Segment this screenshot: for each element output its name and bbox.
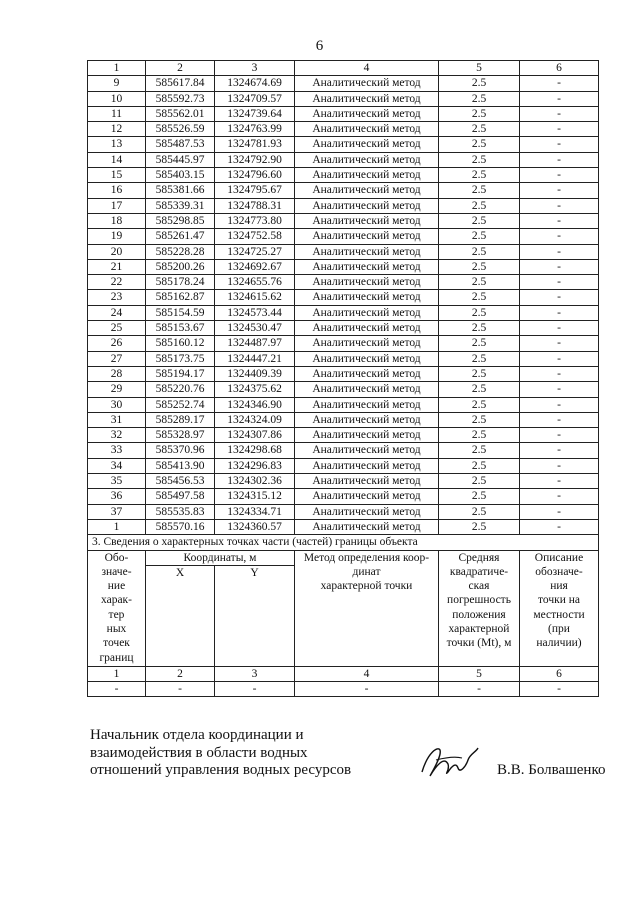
table-cell-n: 23 [88, 290, 146, 305]
table-row [88, 137, 599, 152]
column-number: 1 [88, 666, 146, 681]
table-cell-desc: - [520, 106, 599, 121]
method-header: Метод определения коор- динат характерной точки [295, 550, 439, 666]
table-row [88, 305, 599, 320]
column-number: 1 [88, 61, 146, 76]
column-number: 5 [439, 61, 520, 76]
section-title: 3. Сведения о характерных точках части (частей) границы объекта [88, 535, 599, 550]
table-cell-y: 1324781.93 [215, 137, 295, 152]
table-cell-y: 1324674.69 [215, 76, 295, 91]
table-cell-error: 2.5 [439, 397, 520, 412]
table-cell-desc: - [520, 91, 599, 106]
table-cell-error: 2.5 [439, 382, 520, 397]
table-cell-x: 585562.01 [146, 106, 215, 121]
table-cell-error: 2.5 [439, 443, 520, 458]
table-cell-method: Аналитический метод [295, 76, 439, 91]
table-cell-x: 585403.15 [146, 168, 215, 183]
table-cell-method: Аналитический метод [295, 321, 439, 336]
table-cell: - [439, 682, 520, 697]
table-cell-y: 1324530.47 [215, 321, 295, 336]
table-cell-method: Аналитический метод [295, 229, 439, 244]
position-title [90, 727, 351, 780]
table-cell-method: Аналитический метод [295, 91, 439, 106]
table-cell-desc: - [520, 458, 599, 473]
table-cell-desc: - [520, 76, 599, 91]
table-cell-n: 37 [88, 504, 146, 519]
table-cell-n: 34 [88, 458, 146, 473]
table-cell-desc: - [520, 290, 599, 305]
table-cell-error: 2.5 [439, 213, 520, 228]
position-line: отношений управления водных ресурсов [90, 762, 352, 778]
table-cell-method: Аналитический метод [295, 290, 439, 305]
table-cell-method: Аналитический метод [295, 397, 439, 412]
table-cell-desc: - [520, 198, 599, 213]
table-cell-x: 585220.76 [146, 382, 215, 397]
table-cell-n: 28 [88, 366, 146, 381]
table-cell-n: 36 [88, 489, 146, 504]
table-cell-n: 25 [88, 321, 146, 336]
table-row [88, 321, 599, 336]
section-header-row [88, 550, 599, 565]
table-cell-desc: - [520, 428, 599, 443]
table-cell-y: 1324796.60 [215, 168, 295, 183]
table-row [88, 168, 599, 183]
table-row [88, 91, 599, 106]
table-cell-n: 33 [88, 443, 146, 458]
table-cell-x: 585160.12 [146, 336, 215, 351]
table-cell-y: 1324773.80 [215, 213, 295, 228]
description-header: Описание обозначе- ния точки на местности (при наличии) [520, 550, 599, 666]
table-cell-method: Аналитический метод [295, 351, 439, 366]
table-cell-error: 2.5 [439, 504, 520, 519]
position-line: Начальник отдела координации и [90, 727, 304, 743]
table-cell-desc: - [520, 213, 599, 228]
table-row [88, 198, 599, 213]
table-cell-desc: - [520, 351, 599, 366]
table-cell-n: 30 [88, 397, 146, 412]
table-cell-method: Аналитический метод [295, 443, 439, 458]
coordinates-table [87, 60, 599, 697]
table-cell-y: 1324298.68 [215, 443, 295, 458]
section-empty-row [88, 682, 599, 697]
table-cell-y: 1324573.44 [215, 305, 295, 320]
table-cell-x: 585370.96 [146, 443, 215, 458]
table-cell-method: Аналитический метод [295, 259, 439, 274]
table-row [88, 397, 599, 412]
table-cell-method: Аналитический метод [295, 152, 439, 167]
table-cell-desc: - [520, 412, 599, 427]
signatory-name: В.В. Болвашенко [497, 762, 606, 778]
table-cell-y: 1324409.39 [215, 366, 295, 381]
table-cell-x: 585173.75 [146, 351, 215, 366]
table-cell-y: 1324360.57 [215, 519, 295, 534]
point-designation-header: Обо- значе- ние харак- тер ных точек границ [88, 550, 146, 666]
table-cell-n: 13 [88, 137, 146, 152]
column-number: 6 [520, 666, 599, 681]
table-row [88, 382, 599, 397]
table-cell-desc: - [520, 229, 599, 244]
table-row [88, 489, 599, 504]
table-cell-desc: - [520, 152, 599, 167]
table-row [88, 183, 599, 198]
table-cell-desc: - [520, 168, 599, 183]
table-cell-x: 585339.31 [146, 198, 215, 213]
table-cell-method: Аналитический метод [295, 137, 439, 152]
table-cell-x: 585381.66 [146, 183, 215, 198]
table-cell-x: 585535.83 [146, 504, 215, 519]
table-cell-x: 585228.28 [146, 244, 215, 259]
table-row [88, 336, 599, 351]
table-cell-x: 585413.90 [146, 458, 215, 473]
table-cell-desc: - [520, 259, 599, 274]
y-header: Y [215, 565, 295, 666]
table-cell-desc: - [520, 474, 599, 489]
table-row [88, 275, 599, 290]
table-row [88, 152, 599, 167]
table-cell-y: 1324739.64 [215, 106, 295, 121]
table-cell-n: 16 [88, 183, 146, 198]
table-cell-desc: - [520, 275, 599, 290]
table-row [88, 443, 599, 458]
table-cell-n: 11 [88, 106, 146, 121]
table-cell-method: Аналитический метод [295, 458, 439, 473]
table-cell-y: 1324375.62 [215, 382, 295, 397]
column-number: 4 [295, 666, 439, 681]
table-cell-error: 2.5 [439, 152, 520, 167]
table-cell-n: 14 [88, 152, 146, 167]
table-row [88, 106, 599, 121]
table-cell-y: 1324795.67 [215, 183, 295, 198]
table-cell-method: Аналитический метод [295, 305, 439, 320]
table-row [88, 519, 599, 534]
table-cell-x: 585298.85 [146, 213, 215, 228]
page-number: 6 [315, 38, 324, 54]
table-cell-desc: - [520, 366, 599, 381]
table-cell-desc: - [520, 504, 599, 519]
table-cell-n: 24 [88, 305, 146, 320]
position-line: взаимодействия в области водных [90, 744, 308, 761]
table-cell-n: 10 [88, 91, 146, 106]
table-cell: - [88, 682, 146, 697]
table-cell-n: 9 [88, 76, 146, 91]
table-cell-desc: - [520, 489, 599, 504]
table-cell-x: 585617.84 [146, 76, 215, 91]
table-cell-method: Аналитический метод [295, 519, 439, 534]
table-cell-n: 22 [88, 275, 146, 290]
table-row [88, 76, 599, 91]
table-cell-desc: - [520, 321, 599, 336]
table-cell-error: 2.5 [439, 168, 520, 183]
table-row [88, 428, 599, 443]
table-cell-method: Аналитический метод [295, 489, 439, 504]
table-cell-y: 1324302.36 [215, 474, 295, 489]
table-cell-desc: - [520, 397, 599, 412]
handwritten-signature [418, 742, 488, 784]
table-cell-y: 1324788.31 [215, 198, 295, 213]
table-row [88, 213, 599, 228]
table-cell-desc: - [520, 382, 599, 397]
table-cell-error: 2.5 [439, 428, 520, 443]
table-cell-y: 1324752.58 [215, 229, 295, 244]
table-cell-x: 585289.17 [146, 412, 215, 427]
table-cell-n: 21 [88, 259, 146, 274]
table-row [88, 412, 599, 427]
table-cell-x: 585178.24 [146, 275, 215, 290]
table-cell-error: 2.5 [439, 122, 520, 137]
table-cell-y: 1324792.90 [215, 152, 295, 167]
table-cell-error: 2.5 [439, 366, 520, 381]
table-cell-error: 2.5 [439, 458, 520, 473]
table-cell-error: 2.5 [439, 474, 520, 489]
table-cell-x: 585154.59 [146, 305, 215, 320]
table-cell-n: 12 [88, 122, 146, 137]
table-cell-n: 18 [88, 213, 146, 228]
table-cell-method: Аналитический метод [295, 382, 439, 397]
table-cell-x: 585153.67 [146, 321, 215, 336]
table-row [88, 122, 599, 137]
table-cell-desc: - [520, 122, 599, 137]
table-cell-n: 17 [88, 198, 146, 213]
table-cell-error: 2.5 [439, 489, 520, 504]
table-row [88, 229, 599, 244]
table-cell-error: 2.5 [439, 290, 520, 305]
table-cell-method: Аналитический метод [295, 428, 439, 443]
table-cell-method: Аналитический метод [295, 412, 439, 427]
table-cell-n: 35 [88, 474, 146, 489]
x-header: X [146, 565, 215, 666]
table-cell-x: 585261.47 [146, 229, 215, 244]
table-cell-x: 585252.74 [146, 397, 215, 412]
table-cell-n: 31 [88, 412, 146, 427]
section-column-number-row [88, 666, 599, 681]
table-cell-error: 2.5 [439, 106, 520, 121]
table-cell: - [295, 682, 439, 697]
table-row [88, 351, 599, 366]
table-cell-x: 585570.16 [146, 519, 215, 534]
table-cell-y: 1324307.86 [215, 428, 295, 443]
coordinates-header: Координаты, м [146, 550, 295, 565]
table-cell-desc: - [520, 305, 599, 320]
table-cell-desc: - [520, 519, 599, 534]
table-cell-error: 2.5 [439, 244, 520, 259]
table-cell-error: 2.5 [439, 76, 520, 91]
table-cell-y: 1324709.57 [215, 91, 295, 106]
table-cell-n: 15 [88, 168, 146, 183]
table-cell-desc: - [520, 244, 599, 259]
table-cell-method: Аналитический метод [295, 183, 439, 198]
table-cell-n: 20 [88, 244, 146, 259]
error-header: Средняя квадратиче- ская погрешность положения характерной точки (Mt), м [439, 550, 520, 666]
table-cell-y: 1324725.27 [215, 244, 295, 259]
table-cell-x: 585487.53 [146, 137, 215, 152]
table-cell-error: 2.5 [439, 183, 520, 198]
table-cell-error: 2.5 [439, 229, 520, 244]
table-cell-error: 2.5 [439, 275, 520, 290]
table-cell-method: Аналитический метод [295, 474, 439, 489]
table-cell-error: 2.5 [439, 351, 520, 366]
table-cell-method: Аналитический метод [295, 106, 439, 121]
table-cell-error: 2.5 [439, 305, 520, 320]
table-cell-desc: - [520, 336, 599, 351]
table-cell-error: 2.5 [439, 519, 520, 534]
table-cell: - [146, 682, 215, 697]
column-number: 6 [520, 61, 599, 76]
table-cell-desc: - [520, 443, 599, 458]
table-cell-x: 585200.26 [146, 259, 215, 274]
table-cell-method: Аналитический метод [295, 504, 439, 519]
table-cell-x: 585328.97 [146, 428, 215, 443]
column-number-row [88, 61, 599, 76]
table-row [88, 290, 599, 305]
table-cell: - [215, 682, 295, 697]
table-cell-error: 2.5 [439, 137, 520, 152]
table-cell-x: 585592.73 [146, 91, 215, 106]
table-cell-y: 1324324.09 [215, 412, 295, 427]
table-cell-error: 2.5 [439, 91, 520, 106]
column-number: 2 [146, 61, 215, 76]
table-cell-x: 585456.53 [146, 474, 215, 489]
table-cell-method: Аналитический метод [295, 198, 439, 213]
column-number: 5 [439, 666, 520, 681]
table-cell-error: 2.5 [439, 412, 520, 427]
table-cell-y: 1324692.67 [215, 259, 295, 274]
table-cell-n: 32 [88, 428, 146, 443]
table-row [88, 244, 599, 259]
table-cell-desc: - [520, 137, 599, 152]
table-row [88, 474, 599, 489]
table-cell-y: 1324315.12 [215, 489, 295, 504]
table-cell-x: 585526.59 [146, 122, 215, 137]
table-cell-method: Аналитический метод [295, 168, 439, 183]
table-cell-x: 585162.87 [146, 290, 215, 305]
table-cell-method: Аналитический метод [295, 213, 439, 228]
section-title-row [88, 535, 599, 550]
column-number: 3 [215, 666, 295, 681]
table-cell-n: 19 [88, 229, 146, 244]
column-number: 3 [215, 61, 295, 76]
table-cell-x: 585194.17 [146, 366, 215, 381]
column-number: 2 [146, 666, 215, 681]
table-cell-method: Аналитический метод [295, 366, 439, 381]
table-cell-desc: - [520, 183, 599, 198]
table-cell-y: 1324615.62 [215, 290, 295, 305]
table-cell-y: 1324334.71 [215, 504, 295, 519]
table-cell-x: 585445.97 [146, 152, 215, 167]
table-row [88, 259, 599, 274]
table-cell-method: Аналитический метод [295, 244, 439, 259]
table-row [88, 458, 599, 473]
table-cell-y: 1324655.76 [215, 275, 295, 290]
table-row [88, 504, 599, 519]
table-row [88, 366, 599, 381]
table-cell-y: 1324346.90 [215, 397, 295, 412]
table-cell-n: 29 [88, 382, 146, 397]
table-cell-n: 26 [88, 336, 146, 351]
table-cell-n: 1 [88, 519, 146, 534]
table-cell-error: 2.5 [439, 336, 520, 351]
table-cell: - [520, 682, 599, 697]
column-number: 4 [295, 61, 439, 76]
table-cell-method: Аналитический метод [295, 336, 439, 351]
table-cell-y: 1324447.21 [215, 351, 295, 366]
table-cell-y: 1324487.97 [215, 336, 295, 351]
table-cell-y: 1324296.83 [215, 458, 295, 473]
table-cell-x: 585497.58 [146, 489, 215, 504]
table-cell-y: 1324763.99 [215, 122, 295, 137]
table-cell-method: Аналитический метод [295, 122, 439, 137]
table-cell-error: 2.5 [439, 259, 520, 274]
table-cell-error: 2.5 [439, 198, 520, 213]
table-cell-n: 27 [88, 351, 146, 366]
table-cell-method: Аналитический метод [295, 275, 439, 290]
table-cell-error: 2.5 [439, 321, 520, 336]
